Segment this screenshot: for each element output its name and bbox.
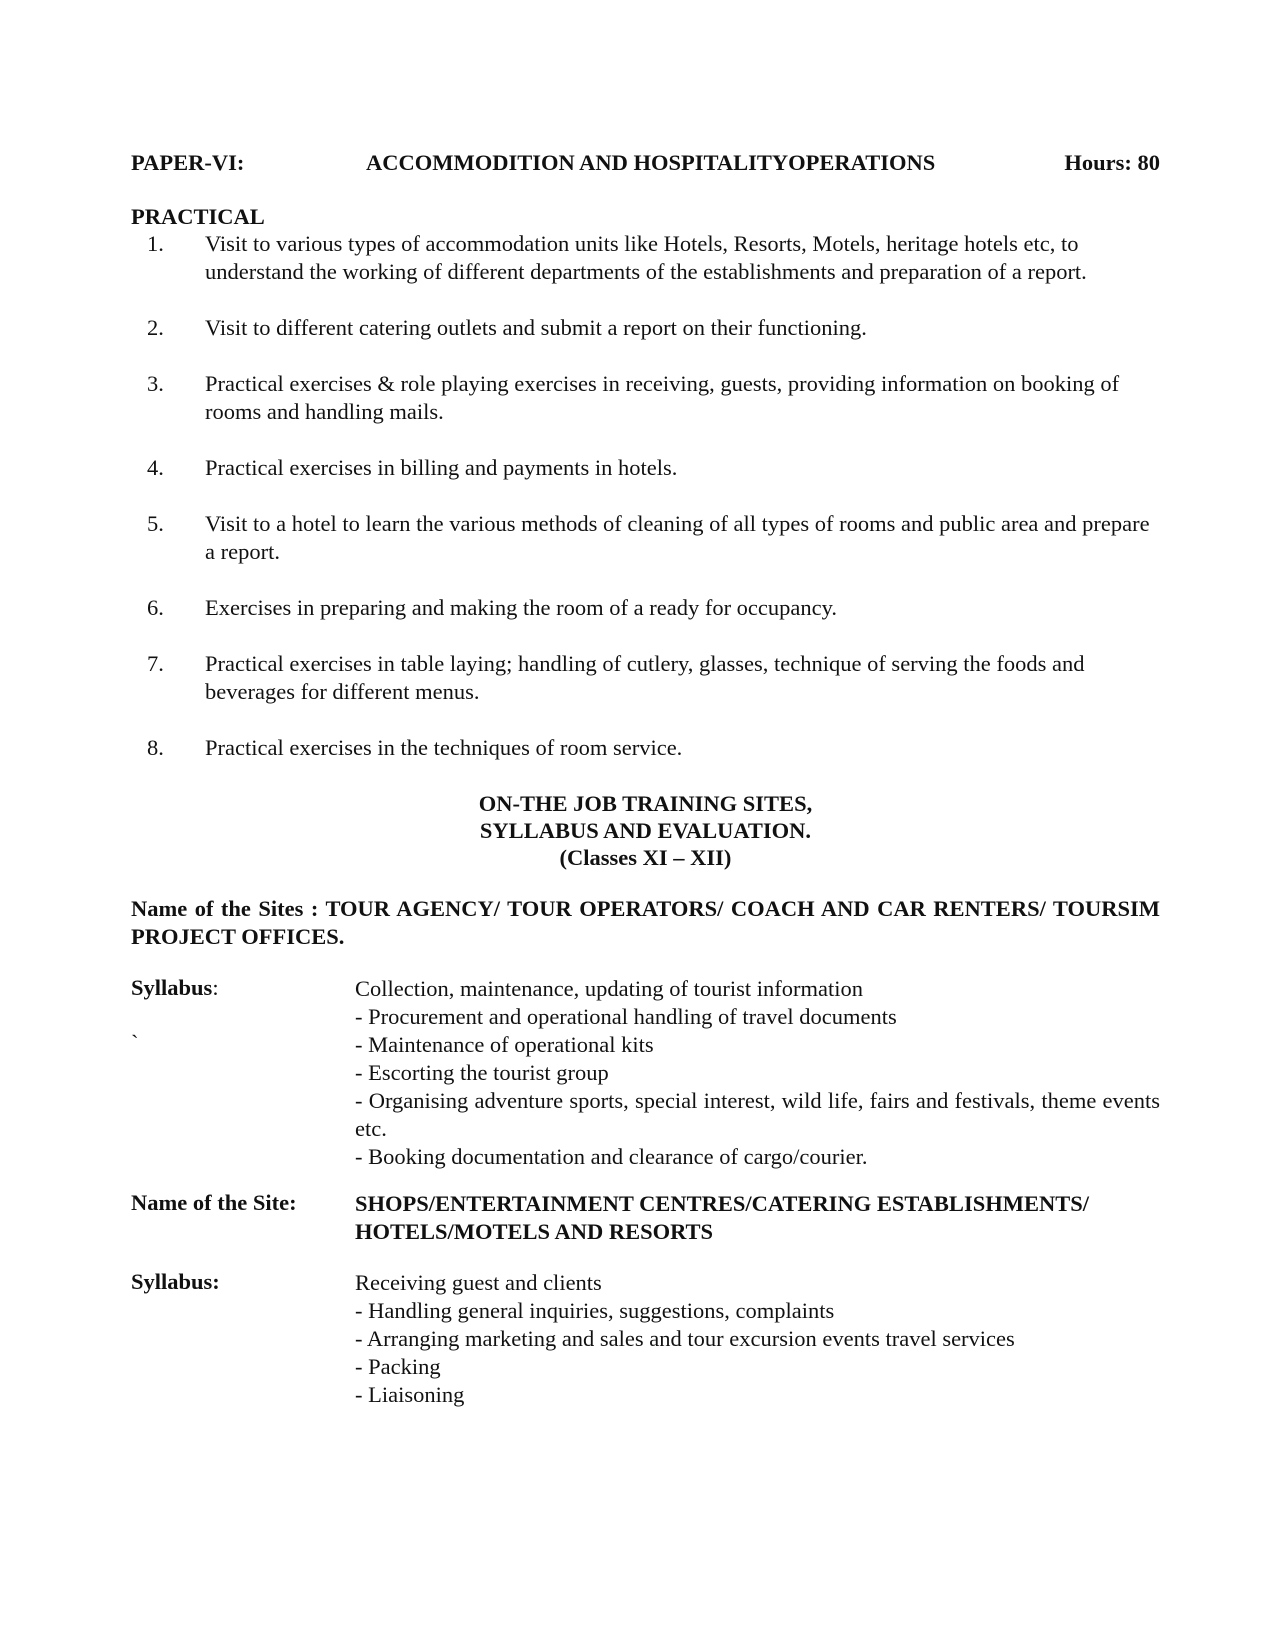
paper-header	[131, 150, 1160, 180]
item-text: Visit to a hotel to learn the various methods of cleaning of all types of rooms and public area and prepare a report.	[205, 511, 1150, 564]
syllabus-line: Collection, maintenance, updating of tourist information	[355, 976, 864, 1001]
syllabus-line: - Organising adventure sports, special interest, wild life, fairs and festivals, theme events etc.	[355, 1088, 1160, 1141]
syllabus-label: Syllabus	[131, 975, 213, 1000]
list-item	[131, 650, 1160, 706]
list-item	[131, 230, 1160, 286]
item-text: Practical exercises in the techniques of room service.	[205, 735, 683, 760]
list-item	[131, 594, 1160, 622]
item-text: Practical exercises in table laying; handling of cutlery, glasses, technique of serving the foods and beverages for different menus.	[205, 651, 1085, 704]
item-text: Practical exercises in billing and payments in hotels.	[205, 455, 678, 480]
paper-code: PAPER-VI:	[131, 150, 245, 175]
item-number: 6.	[147, 595, 164, 620]
item-number: 3.	[147, 371, 164, 396]
item-number: 4.	[147, 455, 164, 480]
training-heading-line: (Classes XI – XII)	[559, 845, 732, 870]
document-page	[131, 0, 1160, 1651]
stray-mark: `	[131, 1030, 139, 1055]
syllabus-colon: :	[212, 975, 219, 1000]
paper-title: ACCOMMODITION AND HOSPITALITYOPERATIONS	[366, 150, 936, 175]
site-label: Name of the Sites	[131, 896, 304, 921]
item-text: Practical exercises & role playing exercises in receiving, guests, providing information on booking of rooms and handling mails.	[205, 371, 1120, 424]
syllabus-2-label: Syllabus:	[131, 1269, 220, 1294]
syllabus-line: - Maintenance of operational kits	[355, 1032, 654, 1057]
training-heading-line: SYLLABUS AND EVALUATION.	[479, 818, 812, 843]
item-text: Exercises in preparing and making the room of a ready for occupancy.	[205, 595, 838, 620]
list-item	[131, 314, 1160, 342]
syllabus-line: - Liaisoning	[355, 1382, 465, 1407]
item-text: Visit to different catering outlets and submit a report on their functioning.	[205, 315, 867, 340]
syllabus-line: - Booking documentation and clearance of cargo/courier.	[355, 1144, 868, 1169]
item-number: 8.	[147, 735, 164, 760]
site-2-label: Name of the Site:	[131, 1190, 297, 1215]
site-name-line: HOTELS/MOTELS AND RESORTS	[355, 1219, 714, 1244]
syllabus-line: - Procurement and operational handling of travel documents	[355, 1004, 897, 1029]
syllabus-line: Receiving guest and clients	[355, 1270, 602, 1295]
syllabus-1-label	[131, 975, 219, 1001]
training-heading	[131, 790, 1160, 871]
syllabus-line: - Arranging marketing and sales and tour excursion events travel services	[355, 1326, 1015, 1351]
site-name: TOUR AGENCY/ TOUR OPERATORS/ COACH AND CAR RENTERS/ TOURSIM PROJECT OFFICES.	[131, 896, 1161, 949]
list-item	[131, 510, 1160, 566]
practical-heading: PRACTICAL	[131, 204, 265, 229]
paper-hours: Hours: 80	[1064, 150, 1160, 175]
syllabus-line: - Packing	[355, 1354, 441, 1379]
site-separator: :	[303, 896, 326, 921]
item-number: 5.	[147, 511, 164, 536]
syllabus-line: - Handling general inquiries, suggestions, complaints	[355, 1298, 835, 1323]
syllabus-1-content	[355, 975, 1160, 1171]
training-heading-line: ON-THE JOB TRAINING SITES,	[478, 791, 813, 816]
site-2-name	[355, 1190, 1160, 1246]
site-1-heading	[131, 895, 1160, 951]
item-number: 7.	[147, 651, 164, 676]
site-name-line: SHOPS/ENTERTAINMENT CENTRES/CATERING ESTABLISHMENTS/	[355, 1191, 1089, 1216]
syllabus-2-content	[355, 1269, 1160, 1409]
list-item	[131, 734, 1160, 762]
item-text: Visit to various types of accommodation units like Hotels, Resorts, Motels, heritage hotels etc, to understand the working of different departments of the establishments and preparation of a report.	[205, 231, 1087, 284]
item-number: 2.	[147, 315, 164, 340]
item-number: 1.	[147, 231, 164, 256]
practical-list	[131, 230, 1160, 790]
list-item	[131, 454, 1160, 482]
list-item	[131, 370, 1160, 426]
syllabus-line: - Escorting the tourist group	[355, 1060, 609, 1085]
